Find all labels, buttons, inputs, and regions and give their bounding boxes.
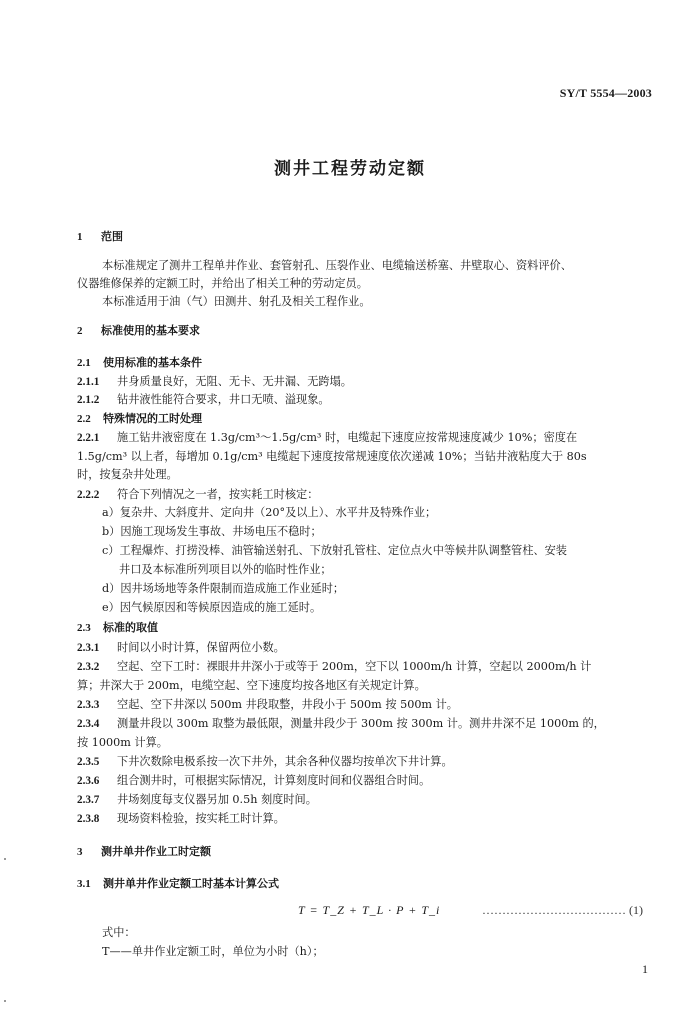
list-item: c）工程爆炸、打捞没棒、油管输送射孔、下放射孔管柱、定位点火中等候井队调整管柱、安装 (102, 544, 567, 557)
clause-line: 2.1.2 钻井液性能符合要求，井口无喷、溢现象。 (77, 393, 330, 406)
paragraph-line: 本标准规定了测井工程单井作业、套管射孔、压裂作业、电缆输送桥塞、井壁取心、资料评价、 (102, 259, 572, 272)
clause-line: 2.1.1 井身质量良好，无阻、无卡、无井漏、无跨塌。 (77, 375, 352, 388)
scan-mark (4, 858, 6, 860)
subsection-heading: 2.2 特殊情况的工时处理 (77, 412, 202, 425)
section-heading-3: 3 测井单井作业工时定额 (77, 845, 211, 858)
paragraph-line: 本标准适用于油（气）田测井、射孔及相关工程作业。 (102, 295, 371, 308)
paragraph-line: 时，按复杂井处理。 (77, 468, 178, 481)
list-item: e）因气候原因和等候原因造成的施工延时。 (102, 601, 322, 614)
section-heading-2: 2 标准使用的基本要求 (77, 324, 200, 337)
clause-line: 2.3.3 空起、空下井深以 500m 井段取整，井段小于 500m 按 500m 计。 (77, 698, 458, 711)
paragraph-line: 算；井深大于 200m，电缆空起、空下速度均按各地区有关规定计算。 (77, 679, 426, 692)
subsection-heading: 2.1 使用标准的基本条件 (77, 356, 202, 369)
formula-expression: T = T_Z + T_L · P + T_i (298, 903, 441, 917)
section-heading-1: 1 范围 (77, 230, 123, 243)
clause-line: 2.3.2 空起、空下工时：裸眼井井深小于或等于 200m，空下以 1000m/h 计算，空起以 2000m/h 计 (77, 660, 592, 673)
clause-line: 2.3.7 井场刻度每支仪器另加 0.5h 刻度时间。 (77, 793, 317, 806)
paragraph-line: 按 1000m 计算。 (77, 736, 168, 749)
clause-line: 2.3.5 下井次数除电极系按一次下井外，其余各种仪器均按单次下井计算。 (77, 755, 453, 768)
paragraph-line: 1.5g/cm³ 以上者，每增加 0.1g/cm³ 电缆起下速度按常规速度依次递减 10%；当钻井液粘度大于 80s (77, 450, 587, 463)
paragraph-line: 式中： (102, 926, 136, 939)
clause-line: 2.3.8 现场资料检验，按实耗工时计算。 (77, 812, 285, 825)
clause-line: 2.3.4 测量井段以 300m 取整为最低限，测量井段少于 300m 按 300m 计。测井井深不足 1000m 的， (77, 717, 605, 730)
clause-line: 2.2.2 符合下列情况之一者，按实耗工时核定： (77, 488, 319, 501)
clause-line: 2.3.6 组合测井时，可根据实际情况，计算刻度时间和仪器组合时间。 (77, 774, 431, 787)
paragraph-line: T——单井作业定额工时，单位为小时（h）； (102, 945, 324, 958)
document-title: 测井工程劳动定额 (274, 159, 426, 179)
scan-mark (4, 1000, 6, 1002)
list-item-continuation: 井口及本标准所列项目以外的临时性作业； (119, 563, 332, 576)
page-number: 1 (642, 962, 648, 976)
list-item: a）复杂井、大斜度井、定向井（20°及以上）、水平井及特殊作业； (102, 506, 437, 519)
subsection-heading: 3.1 测井单井作业定额工时基本计算公式 (77, 877, 279, 890)
clause-line: 2.3.1 时间以小时计算，保留两位小数。 (77, 641, 285, 654)
subsection-heading: 2.3 标准的取值 (77, 621, 158, 634)
clause-line: 2.2.1 施工钻井液密度在 1.3g/cm³～1.5g/cm³ 时，电缆起下速度应按常规速度减少 10%；密度在 (77, 431, 578, 444)
list-item: d）因井场场地等条件限制而造成施工作业延时； (102, 582, 345, 595)
list-item: b）因施工现场发生事故、井场电压不稳时； (102, 525, 322, 538)
formula-number: ……………………………… (1) (482, 903, 643, 917)
paragraph-line: 仪器维修保养的定额工时，并给出了相关工种的劳动定员。 (77, 277, 368, 290)
standard-number: SY/T 5554—2003 (559, 86, 652, 100)
